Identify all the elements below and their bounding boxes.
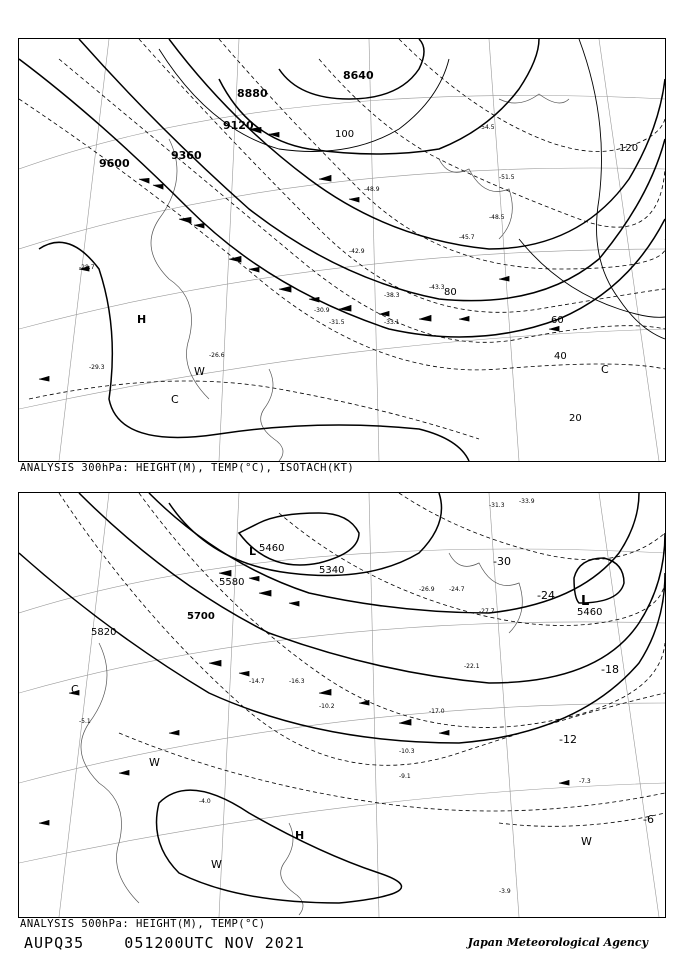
temp-label: -30 — [493, 555, 511, 568]
height-contours — [19, 493, 665, 903]
low-center-marker: L — [581, 594, 590, 609]
station-value: -26.9 — [419, 586, 435, 593]
station-value: -38.3 — [384, 292, 400, 299]
warm-center-marker: W — [211, 858, 222, 871]
station-value: -7.3 — [579, 778, 591, 785]
height-labels — [91, 543, 602, 638]
agency-name: Japan Meteorological Agency — [467, 936, 648, 949]
station-value: -24.7 — [449, 586, 465, 593]
graticule — [19, 493, 665, 917]
station-value: -43.3 — [429, 284, 445, 291]
isotach-label: 40 — [554, 351, 567, 362]
station-value: -10.3 — [399, 748, 415, 755]
isotherms — [59, 493, 665, 826]
temp-label: -12 — [559, 733, 577, 746]
map-500hpa — [18, 492, 666, 918]
isotach-labels — [335, 129, 638, 424]
station-value: -51.5 — [499, 174, 515, 181]
height-label: 5460 — [259, 543, 285, 554]
isotach-label: 80 — [444, 287, 457, 298]
height-label: 8880 — [237, 87, 268, 100]
height-label: 5340 — [319, 565, 345, 576]
high-center-marker: H — [295, 829, 305, 842]
warm-center-marker: W — [149, 756, 160, 769]
station-value: -45.7 — [459, 234, 475, 241]
station-value: -42.9 — [349, 248, 365, 255]
isotach-label: 60 — [551, 315, 564, 326]
isotach-label: 120 — [619, 143, 639, 154]
station-value: -3.9 — [499, 888, 511, 895]
station-value: -30.9 — [314, 307, 330, 314]
cold-center-marker: C — [71, 683, 79, 696]
chart-identifier: AUPQ35 051200UTC NOV 2021 — [24, 934, 305, 952]
height-label: 8640 — [343, 69, 374, 82]
temp-label: -18 — [601, 663, 619, 676]
station-value: -16.3 — [289, 678, 305, 685]
map-300hpa-canvas — [19, 39, 665, 461]
warm-center-marker: W — [581, 835, 592, 848]
station-value: -48.5 — [489, 214, 505, 221]
coastline — [81, 553, 522, 915]
temp-labels — [493, 555, 654, 826]
station-value: -33.1 — [384, 319, 400, 326]
station-value: -33.9 — [519, 498, 535, 505]
station-value: -31.3 — [489, 502, 505, 509]
height-labels — [99, 69, 374, 170]
map-300hpa — [18, 38, 666, 462]
station-value: -54.5 — [479, 124, 495, 131]
height-label: 5700 — [187, 611, 215, 622]
station-value: -4.0 — [199, 798, 211, 805]
high-center-marker: H — [137, 313, 147, 326]
station-value: -27.7 — [479, 608, 495, 615]
station-value: -31.5 — [329, 319, 345, 326]
pressure-centers — [137, 313, 609, 406]
low-center-marker: L — [249, 545, 257, 558]
station-value: -48.9 — [364, 186, 380, 193]
height-contours — [19, 39, 665, 461]
height-label: 9120 — [223, 119, 254, 132]
station-value: -5.1 — [79, 718, 91, 725]
temp-label: -6 — [643, 813, 654, 826]
station-value: -14.7 — [249, 678, 265, 685]
height-label: 5580 — [219, 577, 245, 588]
station-value: -10.2 — [319, 703, 335, 710]
height-label: 5820 — [91, 627, 117, 638]
isotach-label: 100 — [335, 129, 355, 140]
station-value: -17.0 — [429, 708, 445, 715]
station-values — [79, 124, 515, 371]
temp-label: -24 — [537, 589, 555, 602]
caption-500hpa: ANALYSIS 500hPa: HEIGHT(M), TEMP(°C) — [20, 918, 266, 930]
graticule — [19, 39, 665, 461]
station-value: -22.1 — [464, 663, 480, 670]
map-500hpa-canvas — [19, 493, 665, 917]
station-value: -9.1 — [399, 773, 411, 780]
height-label: 5460 — [577, 607, 603, 618]
warm-center-marker: W — [194, 365, 205, 378]
cold-center-marker: C — [601, 363, 609, 376]
station-value: -28.7 — [79, 264, 95, 271]
height-label: 9600 — [99, 157, 130, 170]
height-label: 9360 — [171, 149, 202, 162]
isotach-label: 20 — [569, 413, 582, 424]
station-value: -29.3 — [89, 364, 105, 371]
caption-300hpa: ANALYSIS 300hPa: HEIGHT(M), TEMP(°C), ISOTACH(KT) — [20, 462, 355, 474]
station-value: -26.6 — [209, 352, 225, 359]
isotach-contours — [159, 39, 665, 339]
cold-center-marker: C — [171, 393, 179, 406]
